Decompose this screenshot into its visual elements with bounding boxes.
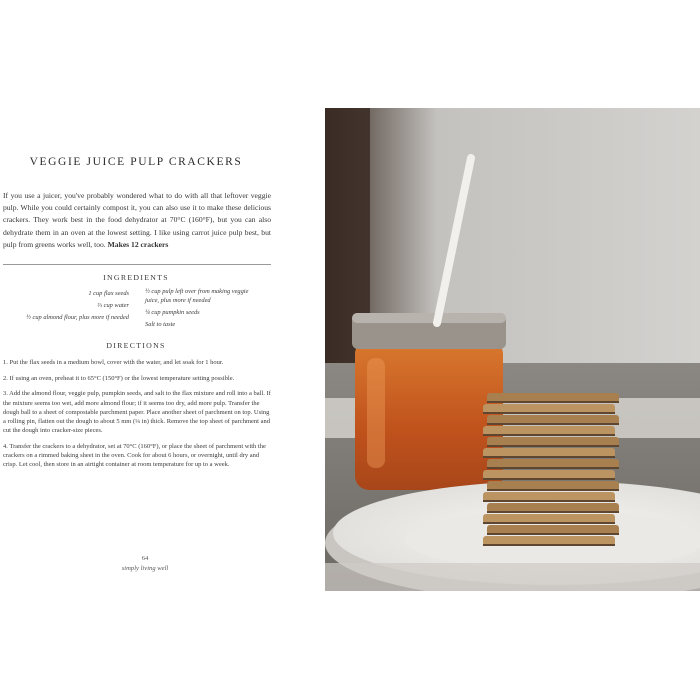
napkin — [325, 563, 700, 591]
ingredient-item: ¼ cup pumpkin seeds — [145, 308, 200, 316]
directions-heading: DIRECTIONS — [106, 341, 166, 350]
ingredient-item: Salt to taste — [145, 320, 176, 328]
cracker-edge — [483, 544, 615, 546]
intro-text: If you use a juicer, you've probably wondered what to do with all that leftover veggie pulp. While you could certainly compost it, you can also use it to make these delicious crackers. They work best in the food dehydrator at 70°C (160°F), but you can also dehydrate them in an oven at the lowest setting. I like using carrot juice pulp best, but pulp from greens works well, too. — [3, 191, 271, 249]
ingredients-left-column — [3, 288, 129, 323]
direction-step: 3. Add the almond flour, veggie pulp, pumpkin seeds, and salt to the flax mixture and roll into a ball. If the mixture seems too wet, add more almond flour; if it seems too dry, add more pulp. Transfer the dough ball to a sheet of compostable parchment paper. Place another sheet of parchment on top. Using a rolling pin, flatten out the dough to about 5 mm (¼ in) thick. Remove the top sheet of parchment and cut the dough into cracker-size pieces. — [3, 390, 271, 435]
running-title: simply living well — [121, 565, 169, 572]
section-divider — [3, 264, 271, 265]
direction-step: 1. Put the flax seeds in a medium bowl, cover with the water, and let soak for 1 hour. — [3, 359, 224, 366]
cracker-edge — [487, 423, 619, 425]
directions-list — [3, 358, 271, 476]
ingredient-item: ½ cup pulp left over from making veggie juice, plus more if needed — [145, 288, 249, 304]
page-footer — [0, 554, 290, 574]
ingredient-item: ⅔ cup water — [97, 301, 129, 309]
cracker-edge — [483, 434, 615, 436]
cracker-edge — [483, 412, 615, 414]
ingredients-heading: INGREDIENTS — [103, 273, 169, 282]
ingredients-right-column — [145, 288, 260, 333]
page-number: 64 — [141, 555, 149, 562]
cracker-edge — [487, 401, 619, 403]
direction-step: 2. If using an oven, preheat it to 65°C (150°F) or the lowest temperature setting possible. — [3, 374, 235, 382]
cracker-edge — [487, 445, 619, 447]
cracker-edge — [487, 511, 619, 513]
cracker-edge — [483, 456, 615, 458]
cracker-edge — [487, 533, 619, 535]
cracker-edge — [483, 522, 615, 524]
cracker-edge — [483, 478, 615, 480]
cracker-edge — [483, 500, 615, 502]
ingredient-item: 1 cup flax seeds — [88, 290, 129, 297]
yield-text: Makes 12 crackers — [107, 239, 169, 249]
cracker-edge — [487, 489, 619, 491]
recipe-title: VEGGIE JUICE PULP CRACKERS — [29, 156, 243, 168]
ingredient-item: ½ cup almond flour, plus more if needed — [26, 313, 129, 321]
cracker-edge — [487, 467, 619, 469]
recipe-intro — [3, 190, 271, 251]
photo-illustration — [325, 108, 700, 591]
direction-step: 4. Transfer the crackers to a dehydrator, set at 70°C (160°F), or place the sheet of parchment with the crackers on a rimmed baking sheet in the oven. Cook for about 6 hours, or overnight, until dry and crisp. Let cool, then store in an airtight container at room temperature for up to a week. — [3, 442, 266, 469]
recipe-photo — [325, 108, 700, 591]
